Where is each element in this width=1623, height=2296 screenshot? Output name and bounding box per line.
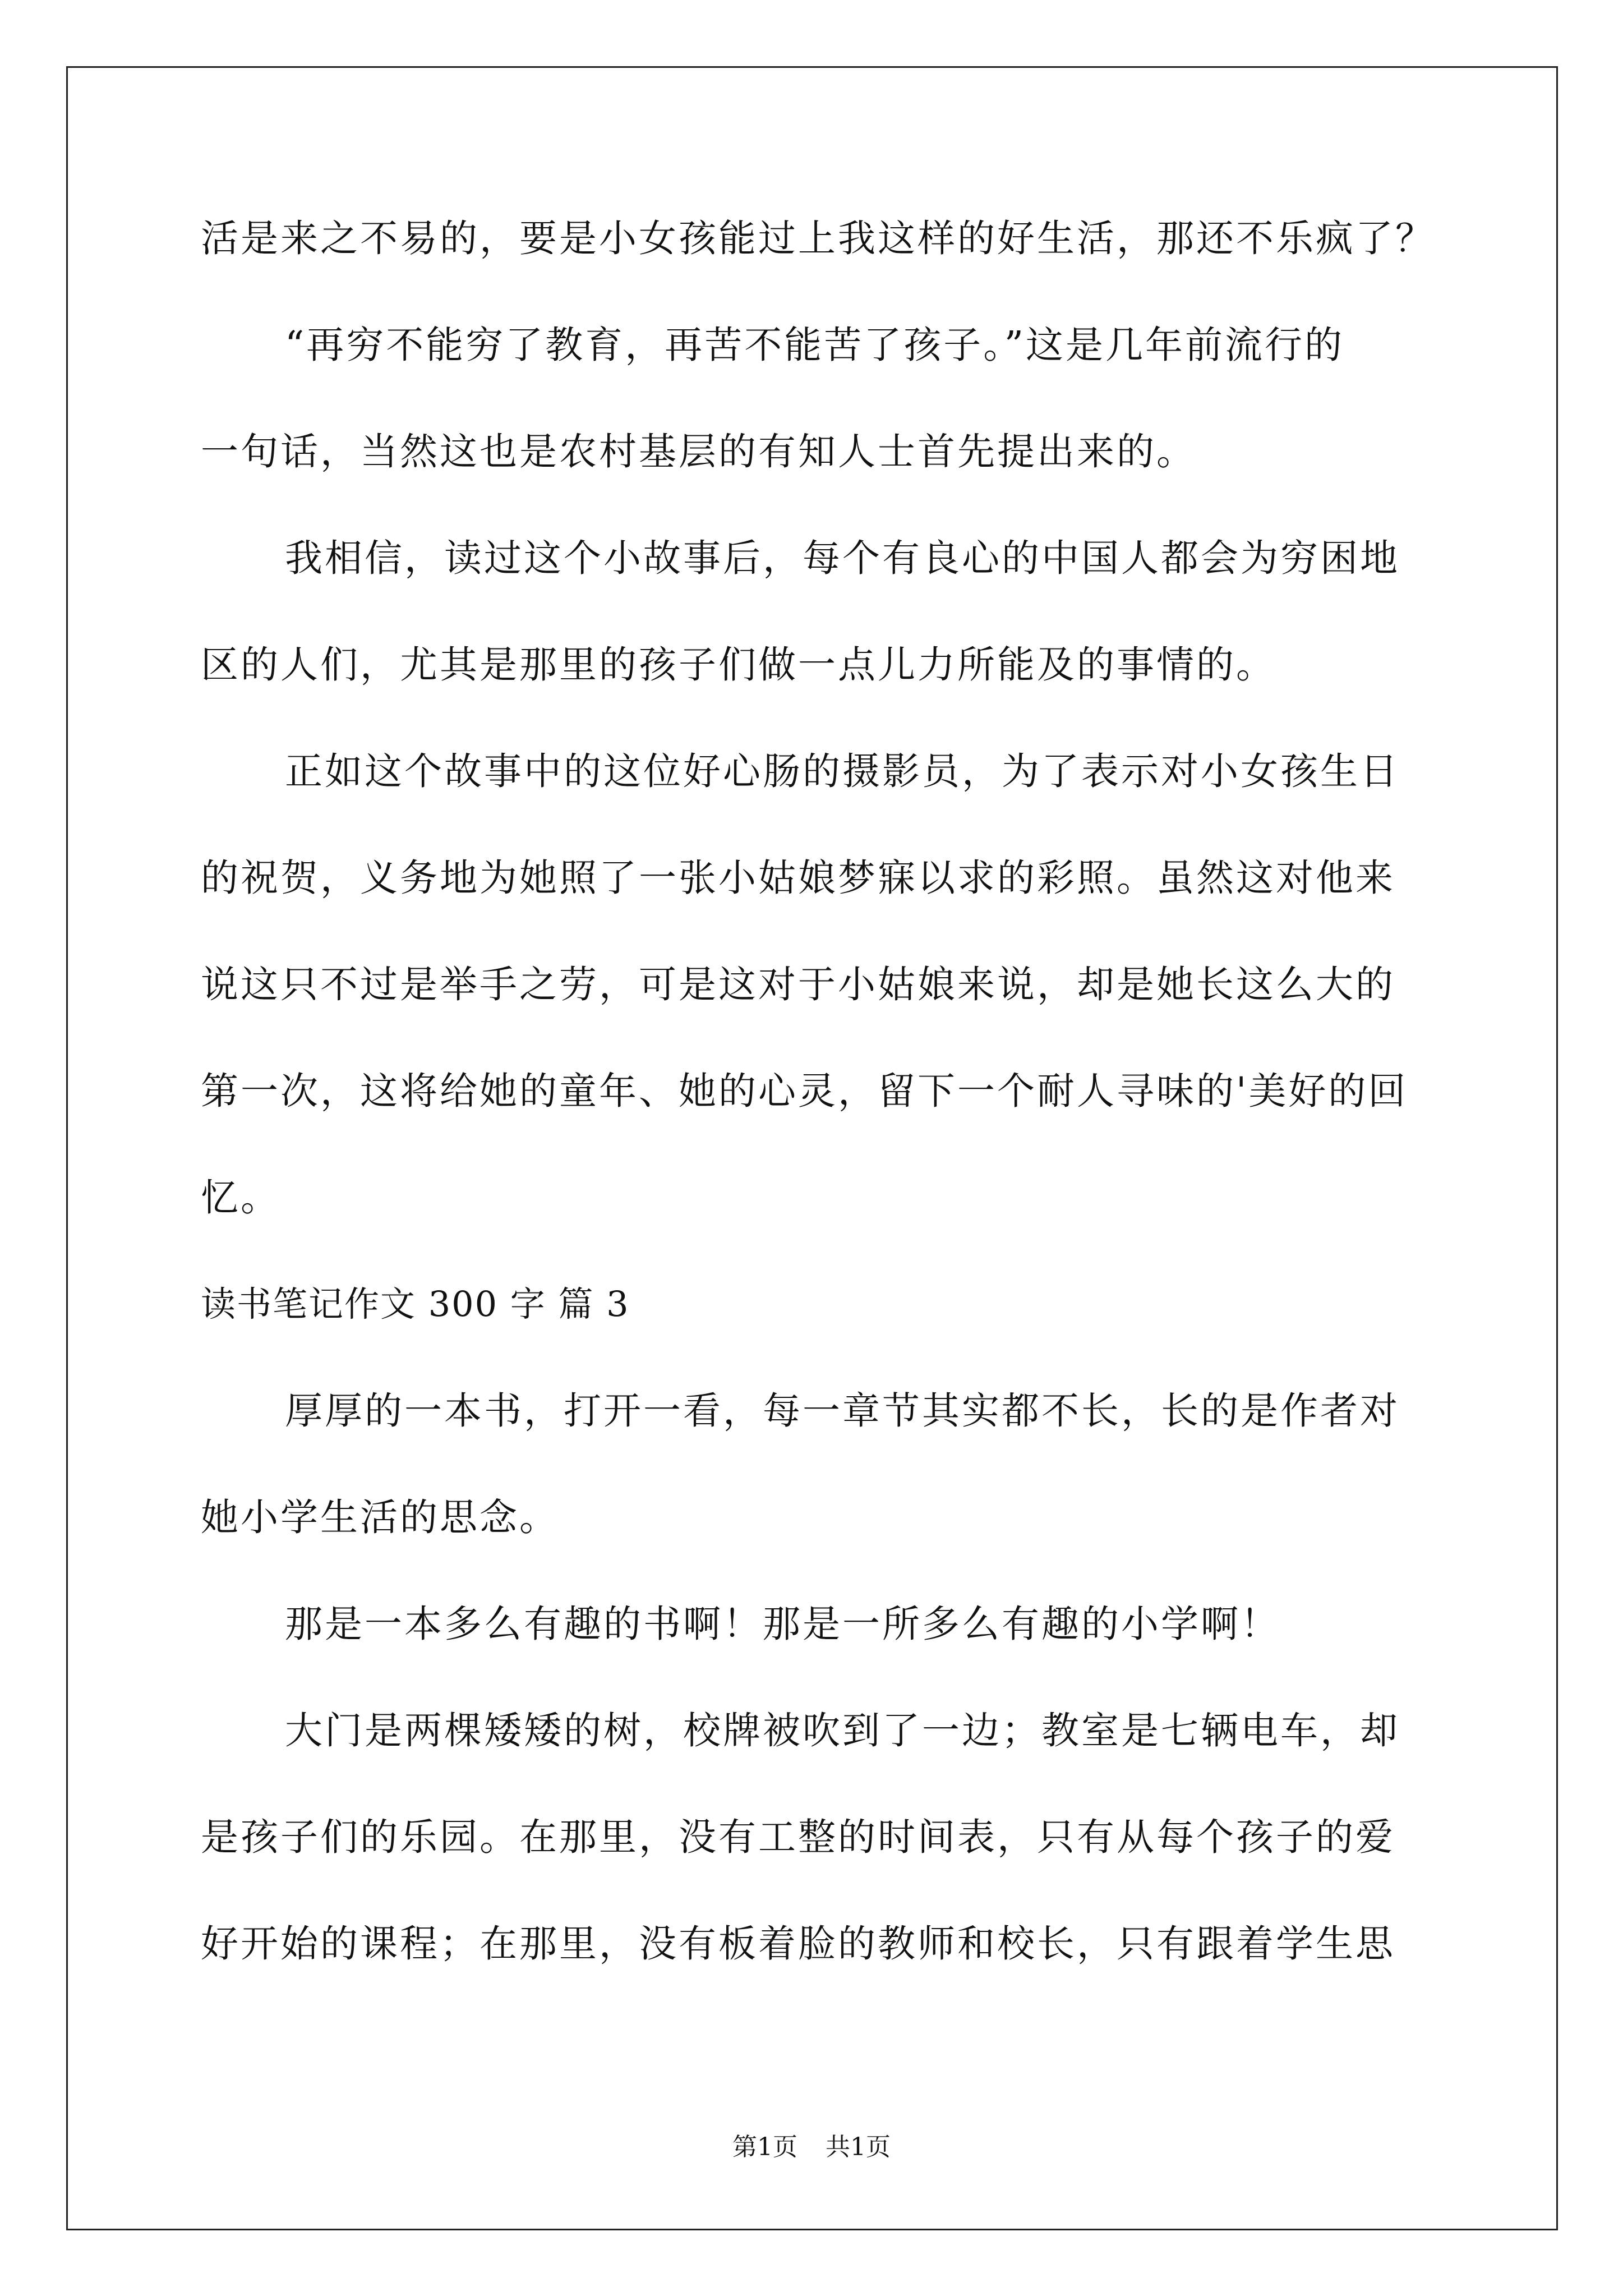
text-line: 第一次，这将给她的童年、她的心灵，留下一个耐人寻味的'美好的回 [201, 1069, 1408, 1113]
text-line: 她小学生活的思念。 [201, 1496, 559, 1539]
paragraph-first-line: 那是一本多么有趣的书啊！那是一所多么有趣的小学啊！ [285, 1602, 1280, 1646]
text-line: 活是来之不易的，要是小女孩能过上我这样的好生活，那还不乐疯了？ [201, 217, 1435, 260]
paragraph-first-line: “再穷不能穷了教育，再苦不能苦了孩子。”这是几年前流行的 [285, 323, 1345, 367]
page-number-current: 第1页 [732, 2133, 797, 2161]
text-line: 好开始的课程；在那里，没有板着脸的教师和校长，只有跟着学生思 [201, 1922, 1395, 1966]
paragraph-first-line: 厚厚的一本书，打开一看，每一章节其实都不长，长的是作者对 [285, 1389, 1400, 1433]
section-heading: 读书笔记作文 300 字 篇 3 [201, 1283, 630, 1324]
text-line: 忆。 [201, 1176, 280, 1220]
paragraph-first-line: 大门是两棵矮矮的树，校牌被吹到了一边；教室是七辆电车，却 [285, 1709, 1400, 1752]
text-line: 是孩子们的乐园。在那里，没有工整的时间表，只有从每个孩子的爱 [201, 1815, 1395, 1859]
page-number-total: 共1页 [826, 2133, 891, 2161]
text-line: 区的人们，尤其是那里的孩子们做一点儿力所能及的事情的。 [201, 643, 1276, 687]
page-border [66, 66, 1558, 2230]
page-footer [0, 2132, 1623, 2163]
paragraph-first-line: 正如这个故事中的这位好心肠的摄影员，为了表示对小女孩生日 [285, 749, 1400, 793]
text-line: 的祝贺，义务地为她照了一张小姑娘梦寐以求的彩照。虽然这对他来 [201, 856, 1395, 900]
paragraph-first-line: 我相信，读过这个小故事后，每个有良心的中国人都会为穷困地 [285, 536, 1400, 580]
text-line: 说这只不过是举手之劳，可是这对于小姑娘来说，却是她长这么大的 [201, 963, 1395, 1006]
text-line: 一句话，当然这也是农村基层的有知人士首先提出来的。 [201, 430, 1196, 473]
